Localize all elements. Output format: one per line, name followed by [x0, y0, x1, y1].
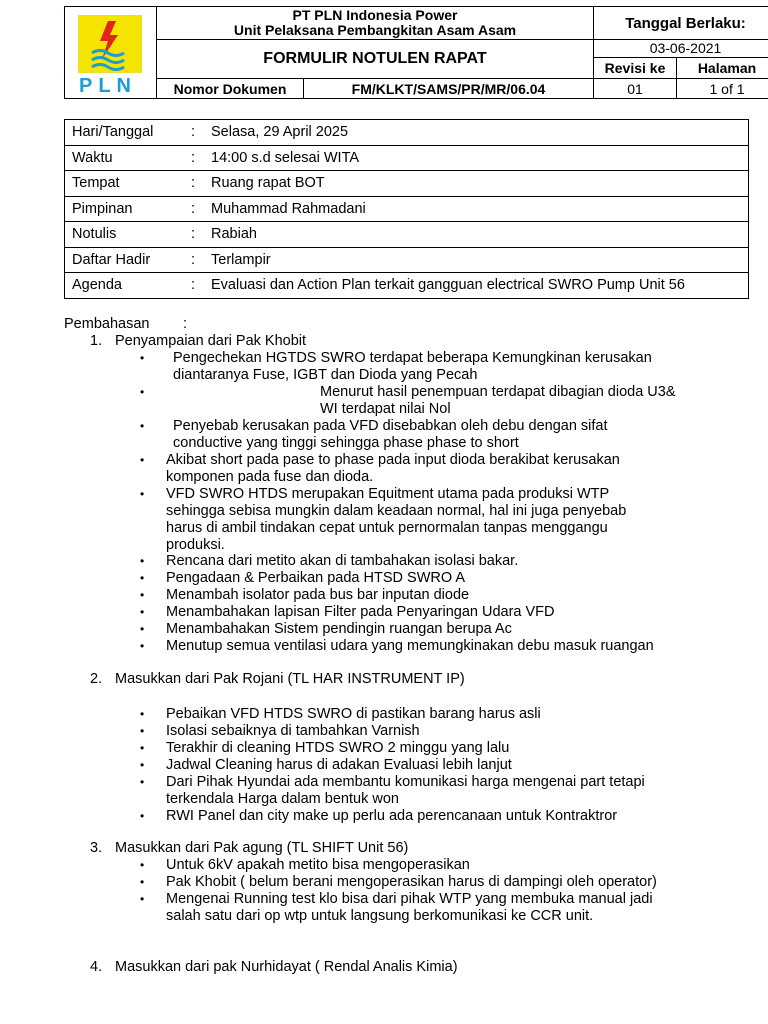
info-separator: : [189, 273, 207, 299]
bullet-text: Pengadaan & Perbaikan pada HTSD SWRO A [166, 570, 466, 586]
bullet-text: Pak Khobit ( belum berani mengoperasikan harus di dampingi oleh operator) [166, 874, 657, 890]
info-value: 14:00 s.d selesai WITA [207, 145, 749, 171]
form-title: FORMULIR NOTULEN RAPAT [156, 39, 594, 79]
logo-cell [64, 6, 156, 99]
section-title: Penyampaian dari Pak Khobit [115, 333, 307, 349]
info-value: Evaluasi dan Action Plan terkait gangguan electrical SWRO Pump Unit 56 [207, 273, 749, 299]
section-title: Masukkan dari pak Nurhidayat ( Rendal Analis Kimia) [115, 959, 458, 975]
bullet-text: Pebaikan VFD HTDS SWRO di pastikan barang harus asli [166, 706, 541, 722]
discussion-label: Pembahasan [64, 316, 150, 332]
info-label: Pimpinan [65, 196, 190, 222]
info-label: Hari/Tanggal [65, 120, 190, 146]
info-label: Daftar Hadir [65, 247, 190, 273]
page-label: Halaman [676, 57, 768, 79]
info-separator: : [189, 145, 207, 171]
bullet-dot-icon: • [140, 741, 145, 755]
info-separator: : [189, 247, 207, 273]
info-row [65, 120, 749, 146]
info-row [65, 171, 749, 197]
info-label: Tempat [65, 171, 190, 197]
info-row [65, 196, 749, 222]
info-value: Terlampir [207, 247, 749, 273]
bullet-text: Menambahakan Sistem pendingin ruangan berupa Ac [166, 621, 512, 637]
info-value: Rabiah [207, 222, 749, 248]
info-value: Muhammad Rahmadani [207, 196, 749, 222]
bullet-text: diantaranya Fuse, IGBT dan Dioda yang Pecah [173, 367, 478, 383]
bullet-dot-icon: • [140, 487, 145, 501]
bullet-dot-icon: • [140, 605, 145, 619]
bullet-text: Jadwal Cleaning harus di adakan Evaluasi lebih lanjut [166, 757, 512, 773]
effective-date-label: Tanggal Berlaku: [593, 6, 768, 40]
section-title: Masukkan dari Pak Rojani (TL HAR INSTRUMENT IP) [115, 671, 465, 687]
company-unit: Unit Pelaksana Pembangkitan Asam Asam [233, 22, 517, 38]
bullet-dot-icon: • [140, 809, 145, 823]
logo-text: PLN [79, 75, 137, 97]
bullet-dot-icon: • [140, 385, 145, 399]
info-label: Waktu [65, 145, 190, 171]
bullet-dot-icon: • [140, 707, 145, 721]
section-title: Masukkan dari Pak agung (TL SHIFT Unit 56) [115, 840, 409, 856]
info-separator: : [189, 120, 207, 146]
bullet-dot-icon: • [140, 554, 145, 568]
section-number: 3. [90, 840, 103, 856]
bullet-text: Untuk 6kV apakah metito bisa mengoperasikan [166, 857, 470, 873]
info-label: Notulis [65, 222, 190, 248]
page-value: 1 of 1 [676, 78, 768, 99]
bullet-dot-icon: • [140, 453, 145, 467]
bullet-text: produksi. [166, 537, 225, 553]
bullet-dot-icon: • [140, 758, 145, 772]
company-name: PT PLN Indonesia Power [292, 7, 458, 23]
info-separator: : [189, 222, 207, 248]
bullet-dot-icon: • [140, 571, 145, 585]
bullet-text: conductive yang tinggi sehingga phase phase to short [173, 435, 519, 451]
bullet-text: sehingga sebisa mungkin dalam keadaan normal, hal ini juga penyebab [166, 503, 627, 519]
pln-logo-icon [78, 15, 142, 73]
info-row [65, 145, 749, 171]
info-row [65, 273, 749, 299]
info-value: Selasa, 29 April 2025 [207, 120, 749, 146]
bullet-dot-icon: • [140, 858, 145, 872]
info-separator: : [189, 196, 207, 222]
section-number: 4. [90, 959, 103, 975]
section-number: 1. [90, 333, 103, 349]
bullet-dot-icon: • [140, 588, 145, 602]
bullet-text: Menambah isolator pada bus bar inputan diode [166, 587, 470, 603]
bullet-text: Menutup semua ventilasi udara yang memungkinakan debu masuk ruangan [166, 638, 654, 654]
info-row [65, 222, 749, 248]
info-separator: : [189, 171, 207, 197]
bullet-text: komponen pada fuse dan dioda. [166, 469, 374, 485]
bullet-dot-icon: • [140, 639, 145, 653]
revision-label: Revisi ke [593, 57, 677, 79]
doc-number-label: Nomor Dokumen [156, 78, 304, 99]
section-number: 2. [90, 671, 103, 687]
doc-number-value: FM/KLKT/SAMS/PR/MR/06.04 [303, 78, 594, 99]
info-row [65, 247, 749, 273]
bullet-text: salah satu dari op wtp untuk langsung berkomunikasi ke CCR unit. [166, 908, 594, 924]
company-cell [156, 6, 594, 40]
info-value: Ruang rapat BOT [207, 171, 749, 197]
bullet-dot-icon: • [140, 724, 145, 738]
bullet-dot-icon: • [140, 622, 145, 636]
bullet-text: Terakhir di cleaning HTDS SWRO 2 minggu yang lalu [166, 740, 510, 756]
bullet-dot-icon: • [140, 351, 145, 365]
bullet-text: Dari Pihak Hyundai ada membantu komunikasi harga mengenai part tetapi [166, 774, 645, 790]
bullet-dot-icon: • [140, 875, 145, 889]
bullet-text: Isolasi sebaiknya di tambahkan Varnish [166, 723, 420, 739]
bullet-dot-icon: • [140, 892, 145, 906]
meeting-info-table [64, 119, 749, 299]
bullet-text: Rencana dari metito akan di tambahakan isolasi bakar. [166, 553, 519, 569]
bullet-text: Mengenai Running test klo bisa dari pihak WTP yang membuka manual jadi [166, 891, 653, 907]
bullet-text: harus di ambil tindakan cepat untuk pernormalan tanpas menggangu [166, 520, 608, 536]
bullet-dot-icon: • [140, 419, 145, 433]
bullet-dot-icon: • [140, 775, 145, 789]
revision-value: 01 [593, 78, 677, 99]
effective-date-value: 03-06-2021 [593, 39, 768, 58]
bullet-text: Akibat short pada pase to phase pada input dioda berakibat kerusakan [166, 452, 620, 468]
bullet-text: Pengechekan HGTDS SWRO terdapat beberapa Kemungkinan kerusakan [173, 350, 652, 366]
bullet-text: WI terdapat nilai Nol [320, 401, 451, 417]
discussion-separator: : [183, 316, 188, 332]
bullet-text: Menurut hasil penempuan terdapat dibagian dioda U3& [320, 384, 676, 400]
bullet-text: VFD SWRO HTDS merupakan Equitment utama pada produksi WTP [166, 486, 610, 502]
bullet-text: Menambahakan lapisan Filter pada Penyaringan Udara VFD [166, 604, 555, 620]
info-label: Agenda [65, 273, 190, 299]
document-header [64, 6, 768, 99]
bullet-text: terkendala Harga dalam bentuk won [166, 791, 399, 807]
bullet-text: RWI Panel dan city make up perlu ada perencanaan untuk Kontraktror [166, 808, 618, 824]
bullet-text: Penyebab kerusakan pada VFD disebabkan oleh debu dengan sifat [173, 418, 608, 434]
